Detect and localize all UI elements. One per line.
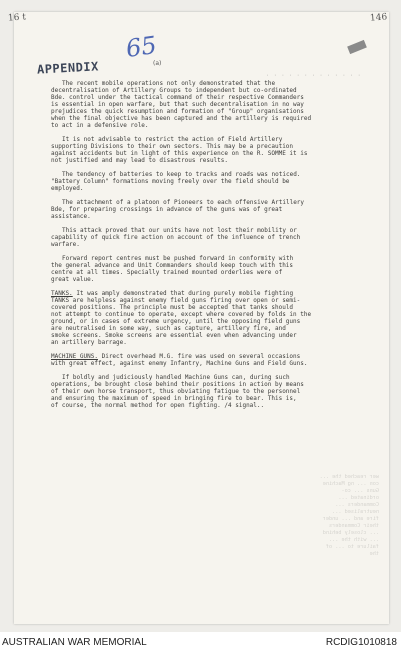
text-line [51,374,369,381]
footer-credit: AUSTRALIAN WAR MEMORIAL [2,637,147,648]
text-line [51,290,369,297]
line-text: and ensuring the maximum of speed in bringing fire to bear. This is, [51,395,297,402]
line-text: supporting Divisions to their own sectors. This may be a precaution [51,143,294,150]
section-heading: MACHINE GUNS. [51,353,98,360]
text-line [51,255,369,262]
text-line [51,199,369,206]
line-text: is essential in open warfare, but that such decentralisation in no way [51,101,304,108]
line-text: If boldly and judiciously handled Machine Guns can, during such [62,374,290,381]
paragraph [51,80,369,129]
paragraph [51,199,369,220]
paragraph [51,290,369,346]
text-line [51,227,369,234]
text-line [51,122,369,129]
text-line [51,150,369,157]
line-text: smoke screens. Smoke screens are essential even when advancing under [51,332,297,339]
text-line [51,339,369,346]
line-text: the general advance and Unit Commanders should keep touch with this [51,262,294,269]
line-text: Bde. control under the tactical command of their respective Commanders [51,94,304,101]
text-line [51,311,369,318]
line-text: when the final objective has been captured and the artillery is required [51,115,312,122]
text-line [51,304,369,311]
line-text: It is not advisable to restrict the action of Field Artillery [62,136,283,143]
text-line [51,213,369,220]
line-text: covered positions. The principle must be accepted that tanks should [51,304,294,311]
text-line [51,381,369,388]
line-text: against accidents but in light of this experience on the R. SOMME it is [51,150,308,157]
line-text: assistance. [51,213,91,220]
line-text: great value. [51,276,95,283]
text-line [51,276,369,283]
text-line [51,360,369,367]
footer-reference: RCDIG1010818 [325,637,397,648]
text-line [51,94,369,101]
text-line [51,136,369,143]
line-text: with great effect, against enemy Infantry, Machine Guns and Field Guns. [51,360,308,367]
text-line [51,332,369,339]
paragraph [51,171,369,192]
text-line [51,269,369,276]
text-line [51,87,369,94]
corner-note-right: 146 [369,12,388,24]
line-text: employed. [51,185,84,192]
bleed-through-text: wer reached the ... con ... ng Machine Guns ... co-ordinated ... Commanders ... neutralised ... fire and ... under their Commanders ... closely behind ... with the ... failure to ... of the [319,474,379,557]
line-text: not attempt to continue to operate, except where covered by folds in the [51,311,312,318]
line-text: centre at all times. Specially trained mounted orderlies were of [51,269,283,276]
line-text: to act in a defensive role. [51,122,149,129]
text-line [51,178,369,185]
paragraph [51,255,369,283]
paragraph [51,227,369,248]
line-text: prejudices the quick resumption and formation of "Group" organisations [51,108,304,115]
appendix-number-sub: (a) [153,60,162,67]
paragraph [51,136,369,164]
text-line [51,241,369,248]
text-line [51,325,369,332]
section-heading: TANKS. [51,290,73,297]
text-line [51,101,369,108]
text-line [51,395,369,402]
text-line [51,318,369,325]
line-text: decentralisation of Artillery Groups to independent but co-ordinated [51,87,297,94]
line-text: TANKS are helpless against enemy field guns firing over open or semi- [51,297,301,304]
line-text: Bde, for preparing crossings in advance of the guns was of great [51,206,283,213]
text-line [51,80,369,87]
line-text: The attachment of a platoon of Pioneers to each offensive Artillery [62,199,305,206]
text-line [51,157,369,164]
line-text: warfare. [51,241,80,248]
appendix-label: APPENDIX [36,59,100,77]
line-text: The tendency of batteries to keep to tracks and roads was noticed. [62,171,301,178]
text-line [51,115,369,122]
appendix-number: 65 [124,31,159,63]
text-line [51,402,369,409]
line-text: Forward report centres must be pushed forward in conformity with [62,255,294,262]
paragraph [51,374,369,409]
text-line [51,171,369,178]
paragraph [51,353,369,367]
text-line [51,297,369,304]
line-text: not justified and may lead to disastrous results. [51,157,229,164]
text-line [51,234,369,241]
line-text: ground, or in cases of extreme urgency, until the opposing field guns [51,318,301,325]
text-line [51,143,369,150]
text-line [51,262,369,269]
archive-footer [0,632,401,653]
line-text: capability of quick fire action on account of the influence of trench [51,234,301,241]
line-text: an artillery barrage. [51,339,127,346]
corner-note-left: 16 t [7,12,27,24]
text-line [51,108,369,115]
line-text: The recent mobile operations not only demonstrated that the [62,80,276,87]
line-text: of course, the normal method for open fighting. /4 signal.. [51,402,265,409]
text-line [51,206,369,213]
line-text: are neutralised in some way, such as capture, artillery fire, and [51,325,286,332]
text-line [51,185,369,192]
line-text: It was amply demonstrated that during purely mobile fighting [76,290,294,297]
line-text: operations, be brought close behind their positions in action by means [51,381,304,388]
line-text: Direct overhead M.G. fire was used on several occasions [101,353,301,360]
line-text: This attack proved that our units have not lost their mobility or [62,227,297,234]
line-text: "Battery Column" formations moving freely over the field should be [51,178,290,185]
line-text: of their own horse transport, thus obviating fatigue to the personnel [51,388,301,395]
document-body [51,80,369,416]
text-line [51,388,369,395]
text-line [51,353,369,360]
faded-header-text: · · · · · · · · · · · · · [266,73,362,79]
